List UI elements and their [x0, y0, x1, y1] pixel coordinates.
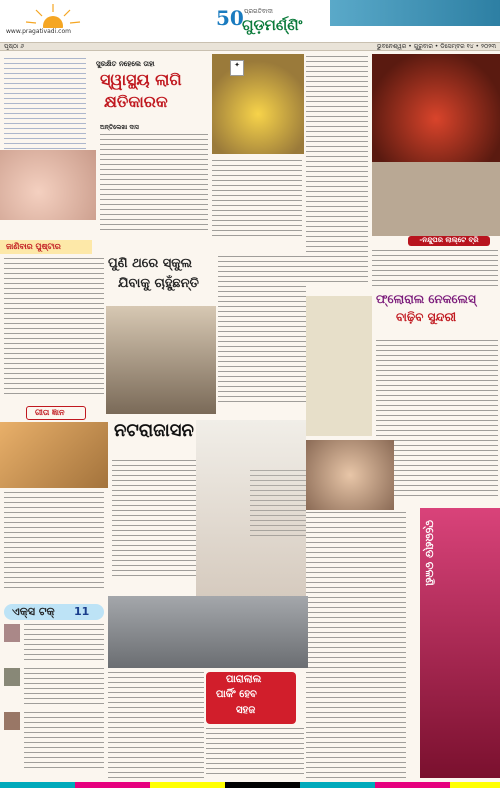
jewelry-heading	[372, 292, 500, 336]
candle-byline: ଅନ୍ତିଲେଖା ଦାସ	[100, 124, 139, 131]
candle-body-col-1	[100, 134, 208, 234]
advent-wreath-photo	[212, 54, 304, 154]
candle-headline	[92, 60, 210, 120]
talk-avatar-1	[4, 624, 20, 642]
sidebar-body-2	[4, 492, 104, 592]
talk-text-3	[24, 712, 104, 772]
trend-body-col	[306, 512, 406, 782]
christmas-tree-photo	[372, 54, 500, 162]
talk-avatar-2	[4, 668, 20, 686]
sidebar-title-1: ଜାଣିବାର ପୁଷ୍ଟାର	[6, 242, 61, 251]
sidebar-header-1	[0, 240, 92, 254]
yoga-steps	[112, 460, 196, 580]
sidebar-title-2: ଗୀତା ଜ୍ଞାନ	[35, 408, 65, 417]
school-headline-2: ଯିବାକୁ ଚାହୁଁଛନ୍ତି	[118, 276, 199, 291]
parking-title-2: ପାର୍କିଂ ହେବ	[216, 689, 257, 700]
header-banner	[330, 0, 500, 26]
brand-block	[208, 4, 328, 38]
anniversary-number: 50	[216, 6, 244, 30]
sidebar-body-1	[4, 258, 104, 398]
page-title: ଗୁଡ଼ମର୍ଣ୍ଣିଂ	[242, 16, 303, 34]
yoga-benefits	[250, 470, 306, 540]
candle-headline-2: କ୍ଷତିକାରକ	[104, 92, 168, 111]
masthead	[0, 0, 500, 42]
sidebar-header-2	[26, 406, 86, 420]
x-talk-title: ଏକ୍ସ ଟକ୍	[12, 605, 55, 618]
photo-badge: ✦	[230, 60, 244, 76]
parking-title-3: ସହଜ	[236, 705, 256, 716]
brand-small: ପ୍ରଗତିବାଦୀ	[244, 8, 273, 15]
school-students-photo	[106, 306, 216, 414]
dateline: ଭୁବନେଶ୍ୱର • ଗୁରୁବାର • ଡିସେମ୍ବର ୧୪ • ୨୦୨୩	[376, 43, 496, 50]
parking-title-1: ପାରାଲାଲ	[226, 674, 262, 685]
jewelry-title-1: ଫ୍ଲୋରାଲ ନେକଲେସ୍	[376, 292, 476, 306]
tree-body-col	[306, 56, 368, 286]
sun-illustration	[18, 0, 88, 28]
school-headline-1: ପୁଣି ଥରେ ସ୍କୁଲ	[108, 256, 193, 271]
jewelry-title-2: ବାଢ଼ିବ ସୁନ୍ଦରୀ	[396, 310, 457, 324]
yoga-title: ନଟରାଜାସନ	[114, 420, 194, 441]
parking-photo	[108, 596, 308, 668]
trend-title: ଟ୍ରେଣ୍ଡ ଚଳଣି	[423, 520, 436, 586]
info-strip	[0, 42, 500, 51]
talk-avatar-3	[4, 712, 20, 730]
x-talk-number: 11	[74, 605, 90, 618]
jewelry-body-col	[376, 340, 498, 500]
parking-body-col-1	[108, 672, 204, 778]
couple-photo	[372, 162, 500, 236]
candle-headline-1: ସ୍ୱାସ୍ଥ୍ୟ ଲାଗି	[100, 70, 182, 89]
talk-text-1	[24, 624, 104, 664]
tree-body-col-2	[372, 250, 498, 290]
parking-title-box	[206, 672, 296, 724]
candle-body-col-2	[212, 160, 302, 240]
page-number: ପୃଷ୍ଠା ୬	[4, 43, 24, 50]
x-talk-header	[4, 604, 104, 620]
necklace-photo	[306, 296, 372, 436]
parking-body-col-2	[206, 728, 304, 778]
school-headline	[108, 256, 218, 306]
site-url[interactable]: www.pragativadi.com	[6, 28, 71, 35]
krishna-painting	[0, 422, 108, 488]
tree-caption: -ନନ୍ଦୁପର ଲାଲ୍‌ଟେ ବ୍ରି	[408, 236, 490, 246]
school-body-col	[218, 256, 306, 406]
model-portrait-photo	[306, 440, 394, 510]
candle-photo	[0, 150, 96, 220]
talk-text-2	[24, 668, 104, 708]
color-registration-strip	[0, 782, 500, 788]
candle-kicker: ସୁରକ୍ଷିତ ନହେଲେ ତାହା	[96, 60, 155, 68]
